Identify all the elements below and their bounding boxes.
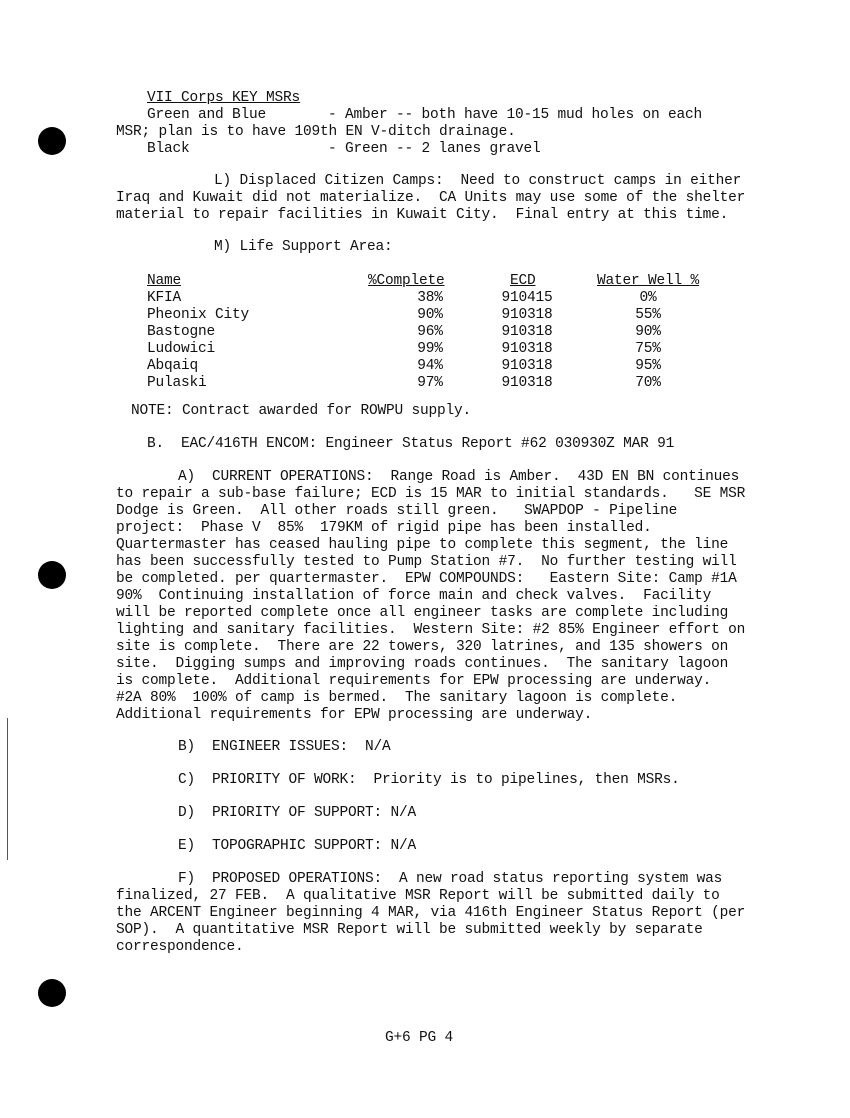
table-cell: 38% (417, 290, 443, 306)
table-cell: 910318 (501, 324, 553, 340)
msr-title: VII Corps KEY MSRs (147, 90, 301, 106)
msr-text: MSR; plan is to have 109th EN V-ditch drainage. (116, 124, 516, 140)
paragraph-line: has been successfully tested to Pump Station #7. No further testing will (116, 554, 737, 570)
msr-status: - Green -- 2 lanes gravel (328, 141, 541, 157)
paragraph-line: correspondence. (116, 939, 244, 955)
table-cell: 70% (635, 375, 661, 391)
table-cell: 75% (635, 341, 661, 357)
msr-name: Green and Blue (147, 107, 267, 123)
table-cell: Ludowici (147, 341, 216, 357)
msr-status: - Amber -- both have 10-15 mud holes on each (328, 107, 703, 123)
item-topographic-support: E) TOPOGRAPHIC SUPPORT: N/A (178, 838, 417, 854)
table-cell: Bastogne (147, 324, 216, 340)
msr-name: Black (147, 141, 190, 157)
punch-hole-bottom (38, 979, 66, 1007)
table-cell: 910318 (501, 341, 553, 357)
table-header: ECD (510, 273, 536, 289)
punch-hole-top (38, 127, 66, 155)
table-cell: Pulaski (147, 375, 207, 391)
paragraph-line: SOP). A quantitative MSR Report will be submitted weekly by separate (116, 922, 703, 938)
paragraph-line: A) CURRENT OPERATIONS: Range Road is Amber. 43D EN BN continues (178, 469, 740, 485)
table-cell: Pheonix City (147, 307, 250, 323)
paragraph-line: is complete. Additional requirements for EPW processing are underway. (116, 673, 712, 689)
table-cell: 96% (417, 324, 443, 340)
table-cell: 90% (417, 307, 443, 323)
table-cell: 90% (635, 324, 661, 340)
paragraph-line: Additional requirements for EPW processing are underway. (116, 707, 593, 723)
table-cell: 97% (417, 375, 443, 391)
paragraph-line: the ARCENT Engineer beginning 4 MAR, via 416th Engineer Status Report (per (116, 905, 746, 921)
item-engineer-issues: B) ENGINEER ISSUES: N/A (178, 739, 391, 755)
item-priority-of-support: D) PRIORITY OF SUPPORT: N/A (178, 805, 417, 821)
page-footer: G+6 PG 4 (385, 1030, 454, 1046)
table-header: Name (147, 273, 182, 289)
table-cell: KFIA (147, 290, 182, 306)
table-cell: 910318 (501, 307, 553, 323)
table-cell: 910415 (501, 290, 553, 306)
table-cell: 99% (417, 341, 443, 357)
paragraph-line: will be reported complete once all engineer tasks are complete including (116, 605, 729, 621)
scan-edge-line (7, 718, 8, 860)
paragraph-line: 90% Continuing installation of force main and check valves. Facility (116, 588, 712, 604)
table-header: %Complete (368, 273, 445, 289)
paragraph-line: project: Phase V 85% 179KM of rigid pipe has been installed. (116, 520, 652, 536)
life-support-heading: M) Life Support Area: (214, 239, 393, 255)
table-cell: 910318 (501, 375, 553, 391)
table-cell: Abqaiq (147, 358, 199, 374)
paragraph-line: material to repair facilities in Kuwait City. Final entry at this time. (116, 207, 729, 223)
section-heading: B. EAC/416TH ENCOM: Engineer Status Report #62 030930Z MAR 91 (147, 436, 675, 452)
paragraph-line: L) Displaced Citizen Camps: Need to construct camps in either (214, 173, 742, 189)
table-cell: 95% (635, 358, 661, 374)
table-header: Water Well % (597, 273, 700, 289)
paragraph-line: site. Digging sumps and improving roads continues. The sanitary lagoon (116, 656, 729, 672)
paragraph-line: site is complete. There are 22 towers, 320 latrines, and 135 showers on (116, 639, 729, 655)
table-cell: 94% (417, 358, 443, 374)
table-cell: 0% (639, 290, 657, 306)
paragraph-line: Iraq and Kuwait did not materialize. CA Units may use some of the shelter (116, 190, 746, 206)
paragraph-line: Dodge is Green. All other roads still green. SWAPDOP - Pipeline (116, 503, 678, 519)
paragraph-line: be completed. per quartermaster. EPW COMPOUNDS: Eastern Site: Camp #1A (116, 571, 737, 587)
paragraph-line: to repair a sub-base failure; ECD is 15 MAR to initial standards. SE MSR (116, 486, 746, 502)
table-cell: 910318 (501, 358, 553, 374)
item-priority-of-work: C) PRIORITY OF WORK: Priority is to pipelines, then MSRs. (178, 772, 680, 788)
punch-hole-middle (38, 561, 66, 589)
paragraph-line: finalized, 27 FEB. A qualitative MSR Report will be submitted daily to (116, 888, 720, 904)
paragraph-line: Quartermaster has ceased hauling pipe to complete this segment, the line (116, 537, 729, 553)
paragraph-line: lighting and sanitary facilities. Western Site: #2 85% Engineer effort on (116, 622, 746, 638)
note: NOTE: Contract awarded for ROWPU supply. (131, 403, 472, 419)
table-cell: 55% (635, 307, 661, 323)
paragraph-line: F) PROPOSED OPERATIONS: A new road status reporting system was (178, 871, 723, 887)
paragraph-line: #2A 80% 100% of camp is bermed. The sanitary lagoon is complete. (116, 690, 678, 706)
